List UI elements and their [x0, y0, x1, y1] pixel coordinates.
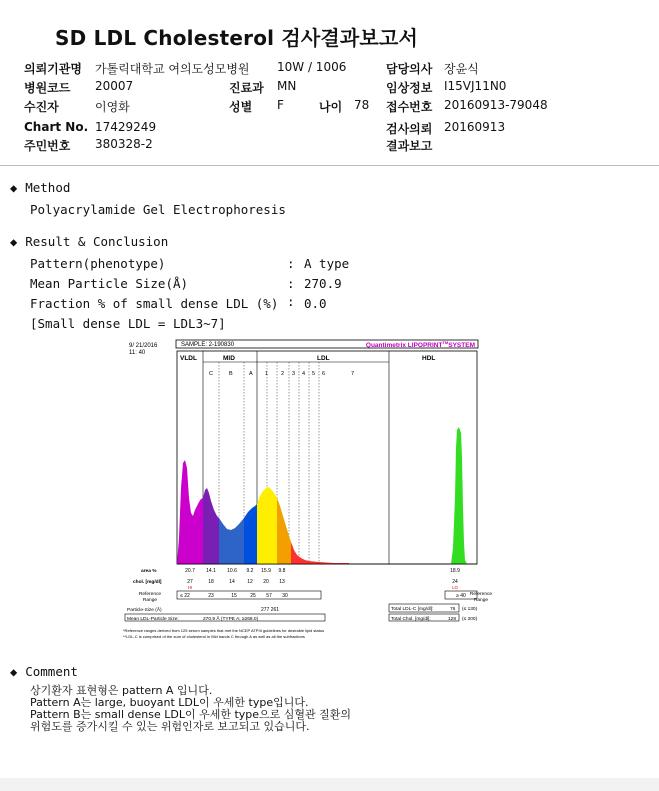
doctor-value: 장윤식: [444, 62, 479, 76]
receipt-value: 20160913-79048: [444, 98, 548, 112]
area-label: area %: [141, 569, 157, 574]
age-label: 나이: [319, 100, 343, 114]
band-label-6: 6: [322, 371, 326, 377]
band-group-mid: MID: [223, 355, 235, 362]
result-date-label: 결과보고: [386, 139, 433, 153]
ref-value-ldl-2: 30: [282, 593, 288, 599]
ref-value-ldl-1: 57: [266, 593, 272, 599]
area-value-ldl-2: 9.8: [278, 568, 286, 574]
chol-value-mid-b: 14: [229, 579, 235, 585]
area-value-mid-c: 14.1: [206, 568, 216, 574]
pattern-label: Pattern(phenotype): [30, 256, 166, 271]
diamond-bullet-icon: ◆: [10, 665, 18, 679]
sdldl-fraction-value: 0.0: [304, 296, 327, 311]
pattern-colon: :: [287, 256, 295, 271]
chol-value-ldl-1: 20: [263, 579, 269, 585]
comment-heading: [10, 664, 78, 679]
chart-no-label: Chart No.: [24, 120, 89, 134]
band-group-ldl: LDL: [317, 355, 330, 362]
patient-value: 이영화: [95, 100, 130, 114]
request-label: 검사의뢰: [386, 122, 433, 136]
ldl-1-peak: [257, 487, 277, 564]
lipoprint-sample: SAMPLE: 2-190830: [181, 342, 235, 348]
pattern-value: A type: [304, 256, 350, 271]
hospital-code-value: 20007: [95, 79, 134, 93]
hospital-code-label: 병원코드: [24, 81, 71, 95]
receipt-label: 접수번호: [386, 100, 433, 114]
ward-value: 10W / 1006: [277, 60, 347, 74]
ref-value-mid-b: 15: [231, 593, 237, 599]
rrn-value: 380328-2: [95, 137, 153, 151]
patient-label: 수진자: [24, 100, 59, 114]
rrn-label: 주민번호: [24, 139, 71, 153]
sex-value: F: [277, 98, 284, 112]
mean-size-value-chart: 270.9 Å (TYPE A; ≥268.0): [203, 617, 259, 622]
reference-footnote: *Reference ranges derived from 125 serum samples that met the NCEP ATPIII guidelines for desirable lipid status: [123, 628, 325, 633]
dept-value: MN: [277, 79, 297, 93]
chol-value-hdl: 24: [452, 579, 458, 585]
age-value: 78: [354, 98, 370, 112]
band-label-5: 5: [312, 371, 316, 377]
ref-value-vldl: ≤ 22: [180, 593, 190, 599]
total-ldl-label: Total LDL-C [mg/dl]:: [391, 607, 434, 612]
sdldl-fraction-colon: :: [287, 294, 295, 309]
mean-size-value: 270.9: [304, 276, 342, 291]
band-label-b: B: [229, 371, 233, 377]
mean-size-label-chart: Mean LDL-Particle Size:: [127, 617, 179, 622]
ref-label-right-1: Reference: [469, 592, 493, 597]
total-chol-ref: (≤ 200): [462, 617, 478, 622]
lipoprint-time: 11: 40: [129, 350, 146, 356]
area-value-mid-a: 9.2: [246, 568, 254, 574]
lipoprint-background: [119, 338, 483, 650]
comment-line-4: 위험도를 증가시킬 수 있는 위험인자로 보고되고 있습니다.: [30, 720, 310, 733]
institution-label: 의뢰기관명: [24, 62, 82, 76]
comment-line-3: Pattern B는 small dense LDL이 우세한 type으로 심혈관 질환의: [30, 708, 352, 721]
method-heading: [10, 180, 70, 195]
chol-value-mid-a: 12: [247, 579, 253, 585]
area-value-vldl: 20.7: [185, 568, 195, 574]
method-heading-text: Method: [25, 180, 71, 195]
total-ldl-value: 76: [450, 607, 456, 612]
area-value-mid-b: 10.6: [227, 568, 237, 574]
band-label-c: C: [209, 371, 213, 377]
band-group-hdl: HDL: [422, 355, 436, 362]
comment-line-2: Pattern A는 large, buoyant LDL이 우세한 type입니다.: [30, 696, 309, 709]
area-value-ldl-1: 15.9: [261, 568, 271, 574]
dept-label: 진료과: [229, 81, 264, 95]
result-heading: [10, 234, 168, 249]
lipoprint-brand: Quantimetrix LIPOPRINT™SYSTEM: [365, 340, 475, 349]
sex-label: 성별: [229, 100, 253, 114]
comment-line-1: 상기환자 표현형은 pattern A 입니다.: [30, 684, 213, 697]
total-ldl-ref: (≤ 130): [462, 607, 478, 612]
sdldl-note: [Small dense LDL = LDL3~7]: [30, 316, 226, 331]
lipoprint-date: 9/ 21/2016: [129, 343, 158, 349]
ref-value-hdl: ≥ 40: [456, 593, 466, 599]
ref-value-mid-a: 25: [250, 593, 256, 599]
chol-value-mid-c: 18: [208, 579, 214, 585]
institution-value: 가톨릭대학교 여의도성모병원: [95, 62, 250, 76]
mean-size-label: Mean Particle Size(Å): [30, 276, 189, 291]
band-label-2: 2: [281, 371, 285, 377]
ref-value-mid-c: 23: [208, 593, 214, 599]
total-chol-value: 128: [448, 617, 457, 622]
lipoprint-electropherogram: [119, 338, 493, 650]
request-value: 20160913: [444, 120, 506, 134]
total-chol-label: Total Chol. [mg/dl]:: [391, 617, 431, 622]
ldl-c-footnote: **LDL-C is comprised of the sum of cholesterol in Mid bands C through A as well as all the subfractions: [123, 634, 305, 639]
header-divider: [0, 165, 659, 166]
band-label-1: 1: [265, 371, 269, 377]
chol-value-ldl-2: 13: [279, 579, 285, 585]
comment-heading-text: Comment: [25, 664, 78, 679]
sdldl-fraction-label: Fraction % of small dense LDL (%): [30, 296, 279, 311]
clinical-value: I15VJ11N0: [444, 79, 507, 93]
vldl-high-flag: HI: [187, 585, 193, 590]
mean-size-colon: :: [287, 276, 295, 291]
diamond-bullet-icon: ◆: [10, 181, 18, 195]
hdl-low-flag: LO: [452, 585, 458, 590]
ref-label-right-2: Range: [473, 598, 489, 603]
ref-label-left-2: Range: [142, 598, 158, 603]
clinical-label: 임상정보: [386, 81, 433, 95]
diamond-bullet-icon: ◆: [10, 235, 18, 249]
result-heading-text: Result & Conclusion: [25, 234, 169, 249]
area-value-hdl: 18.9: [450, 568, 460, 574]
doctor-label: 담당의사: [386, 62, 433, 76]
chol-label: chol. [mg/dl]: [133, 580, 162, 585]
band-label-4: 4: [302, 371, 306, 377]
report-title: SD LDL Cholesterol 검사결과보고서: [55, 26, 418, 50]
particle-size-label: Particle-Size (Å): [127, 608, 162, 613]
ref-label-left-1: Reference: [138, 592, 162, 597]
band-group-vldl: VLDL: [180, 355, 197, 362]
band-label-7: 7: [351, 371, 355, 377]
band-label-3: 3: [292, 371, 296, 377]
chol-value-vldl: 27: [187, 579, 193, 585]
band-label-a: A: [249, 371, 253, 377]
chart-no-value: 17429249: [95, 120, 157, 134]
particle-size-values: 277 261: [261, 607, 280, 613]
method-text: Polyacrylamide Gel Electrophoresis: [30, 202, 286, 217]
